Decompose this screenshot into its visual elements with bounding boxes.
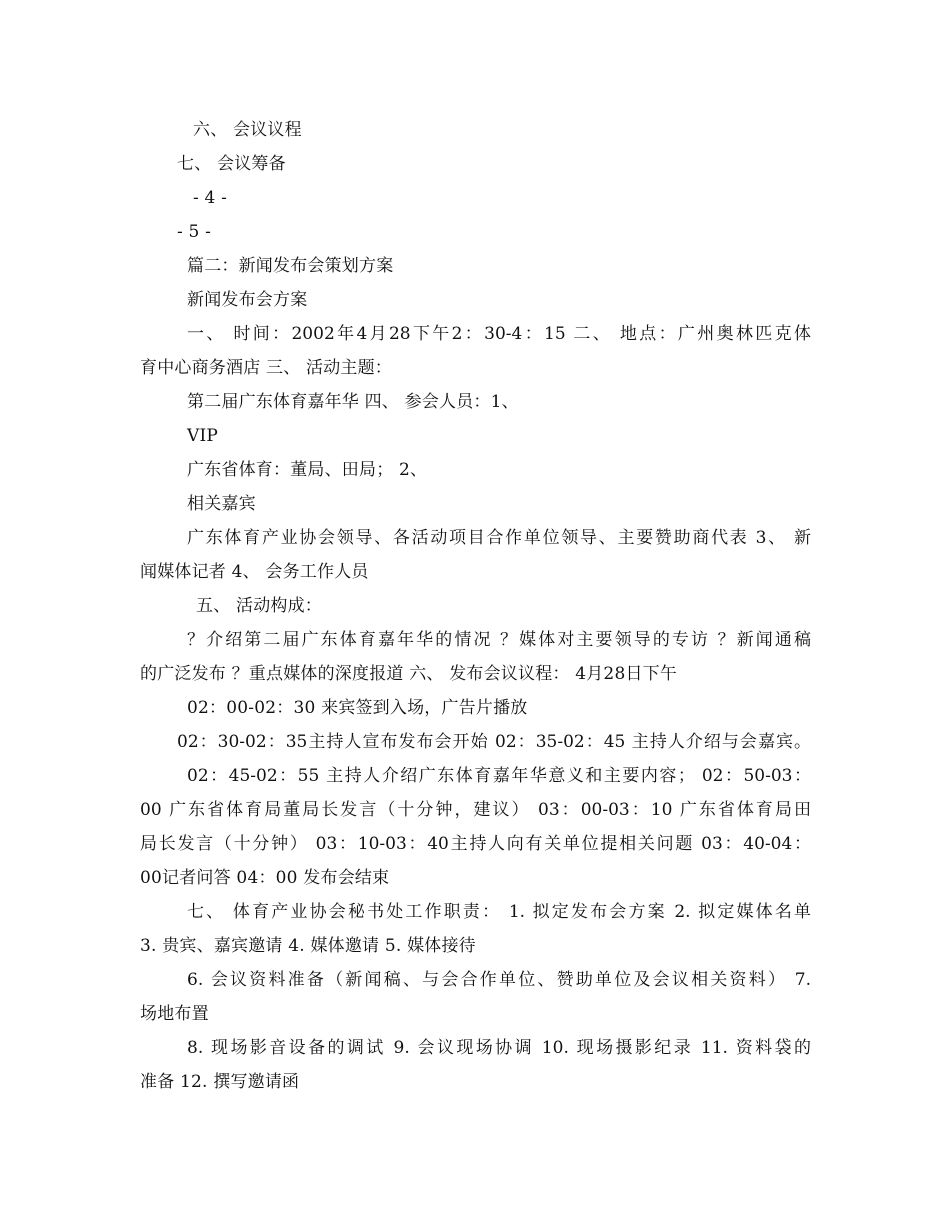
paragraph-line: 场地布置: [140, 1004, 209, 1024]
schedule-line: 00 广东省体育局董局长发言（十分钟，建议） 03：00-03：10 广东省体育局田: [140, 800, 811, 820]
paragraph-line: 3. 贵宾、嘉宾邀请 4. 媒体邀请 5. 媒体接待: [140, 936, 476, 956]
paragraph-line: 相关嘉宾: [187, 494, 256, 514]
paragraph-line: VIP: [187, 426, 219, 446]
agenda-heading: 六、 会议议程: [193, 120, 302, 140]
preparation-heading: 七、 会议筹备: [177, 154, 286, 174]
schedule-line: 局长发言（十分钟） 03：10-03：40主持人向有关单位提相关问题 03：40-04：: [140, 834, 811, 854]
section-title: 篇二：新闻发布会策划方案: [187, 256, 394, 276]
document-title: 新闻发布会方案: [187, 290, 308, 310]
paragraph-line: 8. 现场影音设备的调试 9. 会议现场协调 10. 现场摄影纪录 11. 资料袋的: [187, 1038, 811, 1058]
schedule-line: 02：30-02：35主持人宣布发布会开始 02：35-02：45 主持人介绍与会嘉宾。: [177, 732, 811, 752]
paragraph-line: 广东省体育：董局、田局； 2、: [187, 460, 428, 480]
paragraph-line: 准备 12. 撰写邀请函: [140, 1072, 300, 1092]
paragraph-line: 的广泛发布 ？重点媒体的深度报道 六、 发布会议议程： 4月28日下午: [140, 664, 678, 684]
paragraph-line: 广东体育产业协会领导、各活动项目合作单位领导、主要赞助商代表 3、 新: [187, 528, 811, 548]
paragraph-line: 闻媒体记者 4、 会务工作人员: [140, 562, 369, 582]
paragraph-line: 七、 体育产业协会秘书处工作职责： 1. 拟定发布会方案 2. 拟定媒体名单: [187, 902, 811, 922]
paragraph-line: 第二届广东体育嘉年华 四、 参会人员：1、: [187, 392, 519, 412]
schedule-line: 02：45-02：55 主持人介绍广东体育嘉年华意义和主要内容； 02：50-03：: [187, 766, 811, 786]
schedule-line: 02：00-02：30 来宾签到入场，广告片播放: [187, 698, 528, 718]
paragraph-line: 五、 活动构成：: [196, 596, 323, 616]
paragraph-line: ？介绍第二届广东体育嘉年华的情况 ？媒体对主要领导的专访 ？新闻通稿: [187, 630, 811, 650]
schedule-line: 00记者问答 04：00 发布会结束: [140, 868, 390, 888]
page-number: - 4 -: [193, 188, 228, 208]
page-number: - 5 -: [177, 222, 212, 242]
paragraph-line: 6. 会议资料准备（新闻稿、与会合作单位、赞助单位及会议相关资料） 7.: [187, 970, 811, 990]
paragraph-line: 一、 时间：2002年4月28下午2：30-4：15 二、 地点：广州奥林匹克体: [187, 324, 811, 344]
paragraph-line: 育中心商务酒店 三、 活动主题：: [140, 358, 393, 378]
